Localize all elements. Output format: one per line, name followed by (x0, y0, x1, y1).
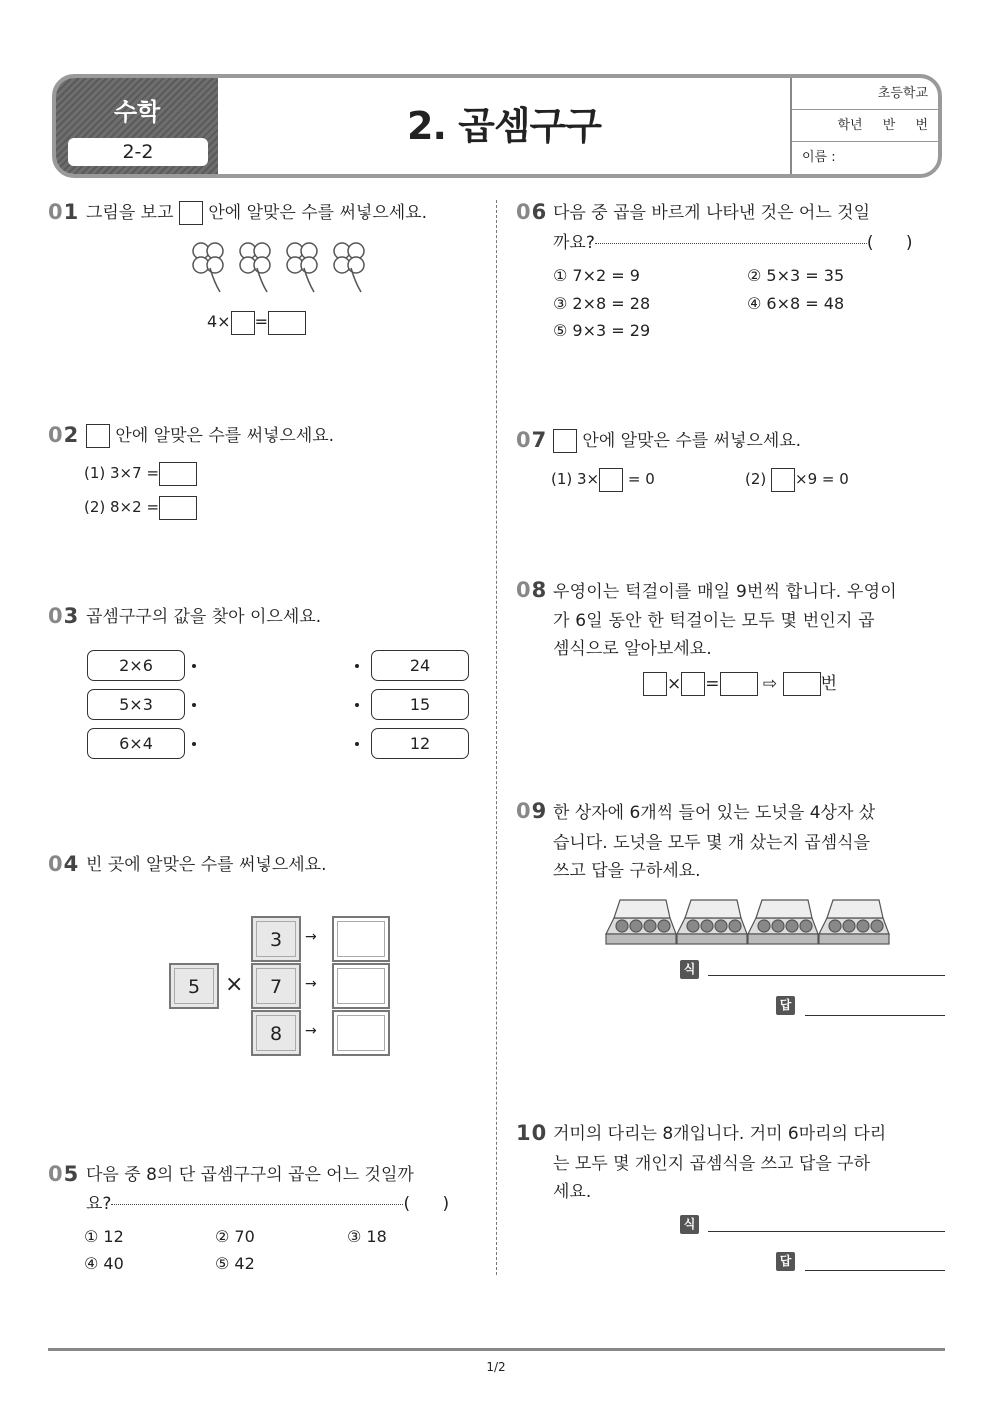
answer-label: 답 (776, 1252, 795, 1271)
question-number-5: 05 (48, 1162, 80, 1186)
question-number-3: 03 (48, 604, 80, 628)
answer-box[interactable] (332, 963, 390, 1009)
formula-answer-line[interactable] (708, 975, 945, 976)
value-box: 8 (251, 1010, 301, 1056)
option-3[interactable]: ③ 18 (347, 1227, 387, 1246)
blank-box-icon (86, 424, 110, 448)
answer-box[interactable] (783, 672, 821, 696)
question-text-9: 한 상자에 6개씩 들어 있는 도넛을 4상자 샀 (553, 803, 876, 823)
donut-box-icon (606, 900, 889, 944)
answer-paren[interactable]: ( ) (403, 1194, 450, 1214)
question-number-8: 08 (516, 578, 548, 602)
clover-icon (193, 243, 364, 292)
worksheet-header (52, 74, 942, 178)
answer-box[interactable] (332, 916, 390, 962)
page-number: 1/2 (486, 1360, 506, 1374)
question-text-8-line3: 셈식으로 알아보세요. (553, 639, 712, 659)
question-text-7: 안에 알맞은 수를 써넣으세요. (553, 426, 801, 456)
option-2[interactable]: ② 70 (215, 1227, 255, 1246)
match-dot[interactable] (192, 703, 196, 707)
option-2[interactable]: ② 5×3 = 35 (747, 266, 845, 285)
arrow-right-icon: ⇨ (762, 674, 778, 694)
answer-line[interactable] (805, 1270, 945, 1271)
arrow-right-icon: → (305, 976, 317, 992)
question-number-4: 04 (48, 852, 80, 876)
option-1[interactable]: ① 12 (84, 1227, 124, 1246)
student-info (792, 78, 938, 174)
times-sign: × (225, 972, 244, 997)
match-dot[interactable] (192, 742, 196, 746)
question-text-8: 우영이는 턱걸이를 매일 9번씩 합니다. 우영이 (553, 582, 897, 602)
question-number-9: 09 (516, 799, 548, 823)
question-number-1: 01 (48, 200, 80, 224)
option-5[interactable]: ⑤ 42 (215, 1254, 255, 1273)
match-left-item[interactable]: 5×3 (87, 689, 185, 720)
answer-box[interactable] (771, 468, 795, 492)
match-dot[interactable] (192, 664, 196, 668)
question-number-2: 02 (48, 423, 80, 447)
answer-box[interactable] (681, 672, 705, 696)
answer-box[interactable] (159, 462, 197, 486)
arrow-right-icon: → (305, 929, 317, 945)
answer-label: 답 (776, 996, 795, 1015)
column-divider (496, 200, 497, 1275)
answer-box[interactable] (599, 468, 623, 492)
question-text-6: 다음 중 곱을 바르게 나타낸 것은 어느 것일 (553, 203, 871, 223)
option-1[interactable]: ① 7×2 = 9 (553, 266, 640, 285)
match-left-item[interactable]: 6×4 (87, 728, 185, 759)
option-4[interactable]: ④ 40 (84, 1254, 124, 1273)
question-text-9-line3: 쓰고 답을 구하세요. (553, 861, 701, 881)
answer-box[interactable] (231, 311, 255, 335)
match-left-item[interactable]: 2×6 (87, 650, 185, 681)
match-right-item[interactable]: 24 (371, 650, 469, 681)
question-text-2: 안에 알맞은 수를 써넣으세요. (86, 421, 334, 451)
answer-paren[interactable]: ( ) (866, 233, 913, 253)
formula-answer-line[interactable] (708, 1231, 945, 1232)
page-title: 2. 곱셈구구 (218, 78, 792, 174)
clover-illustration (190, 240, 370, 296)
answer-line[interactable] (805, 1015, 945, 1016)
match-dot[interactable] (355, 664, 359, 668)
question-number-6: 06 (516, 200, 548, 224)
q7-item-1: (1) 3× = 0 (551, 464, 655, 494)
question-text-3: 곱셈구구의 값을 찾아 이으세요. (86, 607, 322, 627)
q1-equation: 4× = (207, 307, 306, 337)
class-field[interactable]: 학년 반 번 (792, 110, 938, 142)
question-text-5: 다음 중 8의 단 곱셈구구의 곱은 어느 것일까 (86, 1165, 414, 1185)
option-5[interactable]: ⑤ 9×3 = 29 (553, 321, 651, 340)
option-4[interactable]: ④ 6×8 = 48 (747, 294, 845, 313)
match-right-item[interactable]: 15 (371, 689, 469, 720)
question-text-5-line2: 요? ( ) (86, 1194, 450, 1214)
grade-label: 2-2 (68, 138, 208, 166)
q2-item-2: (2) 8×2 = (84, 492, 197, 522)
answer-box[interactable] (720, 672, 758, 696)
question-text-1: 그림을 보고 안에 알맞은 수를 써넣으세요. (86, 203, 428, 223)
subject-label: 수학 (113, 98, 161, 126)
question-number-10: 10 (516, 1121, 548, 1145)
q8-equation: × = ⇨ 번 (643, 669, 837, 699)
blank-box-icon (179, 201, 203, 225)
formula-label: 식 (680, 960, 699, 979)
answer-box[interactable] (332, 1010, 390, 1056)
answer-box[interactable] (159, 496, 197, 520)
question-text-10: 거미의 다리는 8개입니다. 거미 6마리의 다리 (553, 1124, 887, 1144)
school-field[interactable]: 초등학교 (792, 78, 938, 110)
question-text-10-line3: 세요. (553, 1182, 592, 1202)
donut-boxes-illustration (604, 896, 894, 948)
answer-box[interactable] (643, 672, 667, 696)
question-text-6-line2: 까요? ( ) (553, 233, 913, 253)
question-text-4: 빈 곳에 알맞은 수를 써넣으세요. (86, 855, 327, 875)
question-text-8-line2: 가 6일 동안 한 턱걸이는 모두 몇 번인지 곱 (553, 611, 875, 631)
match-dot[interactable] (355, 703, 359, 707)
match-right-item[interactable]: 12 (371, 728, 469, 759)
q2-item-1: (1) 3×7 = (84, 458, 197, 488)
match-dot[interactable] (355, 742, 359, 746)
question-text-9-line2: 습니다. 도넛을 모두 몇 개 샀는지 곱셈식을 (553, 833, 871, 853)
multiplier-box: 5 (169, 963, 219, 1009)
formula-label: 식 (680, 1215, 699, 1234)
arrow-right-icon: → (305, 1023, 317, 1039)
option-3[interactable]: ③ 2×8 = 28 (553, 294, 651, 313)
name-field[interactable]: 이름 : (802, 150, 836, 165)
value-box: 7 (251, 963, 301, 1009)
subject-panel (56, 78, 218, 174)
question-text-10-line2: 는 모두 몇 개인지 곱셈식을 쓰고 답을 구하 (553, 1154, 871, 1174)
footer-divider (48, 1348, 945, 1351)
q7-item-2: (2) ×9 = 0 (745, 464, 849, 494)
value-box: 3 (251, 916, 301, 962)
answer-box[interactable] (268, 311, 306, 335)
blank-box-icon (553, 429, 577, 453)
question-number-7: 07 (516, 428, 548, 452)
